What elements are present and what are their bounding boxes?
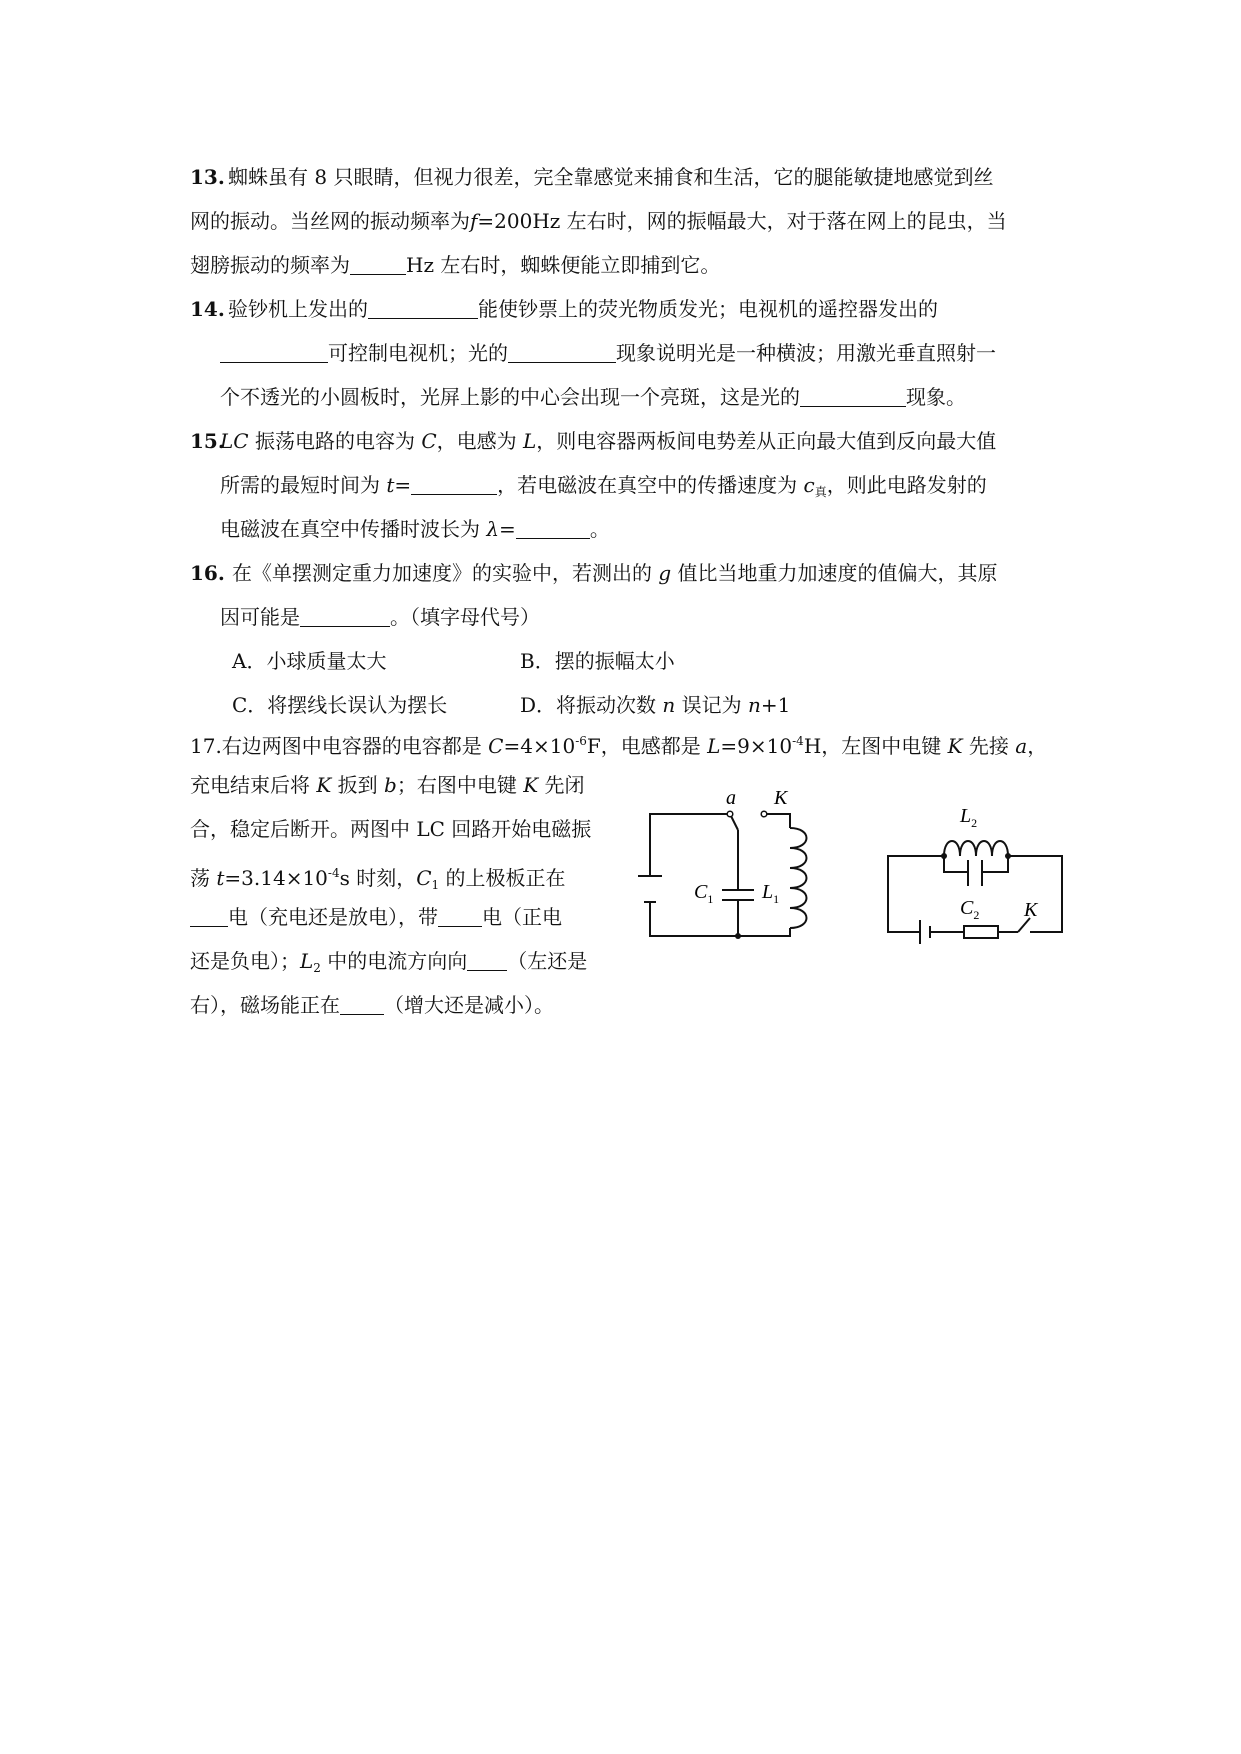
q17-var-K-3: K xyxy=(523,773,539,797)
label-l1: $L_1$ xyxy=(762,881,780,906)
q17-text-2d: 先闭 xyxy=(538,773,585,797)
q17-blank-3[interactable] xyxy=(467,950,507,971)
q14-blank-1[interactable] xyxy=(368,298,478,319)
q17-number: 17. xyxy=(190,734,222,758)
q15-text-1b: ，电感为 xyxy=(436,429,523,453)
q17-text-2a: 充电结束后将 xyxy=(190,773,317,797)
q13-text-1: 蜘蛛虽有 8 只眼睛，但视力很差，完全靠感觉来捕食和生活，它的腿能敏捷地感觉到丝 xyxy=(228,165,994,189)
resistor xyxy=(964,926,998,938)
q15-text-3b: = xyxy=(499,517,516,541)
q14-text-2a: 可控制电视机；光的 xyxy=(328,341,508,365)
node-a xyxy=(727,811,733,817)
q17-text-4c: s 时刻， xyxy=(339,866,417,890)
q17-blank-1[interactable] xyxy=(190,906,228,927)
q17-blank-2[interactable] xyxy=(438,906,482,927)
q15-number: 15. xyxy=(190,429,225,453)
q17-var-t: t xyxy=(216,866,225,890)
q17-text-1a: 右边两图中电容器的电容都是 xyxy=(221,734,489,758)
q15-text-3c: 。 xyxy=(589,517,610,541)
inductor-l2-coil xyxy=(944,841,1008,856)
q13-text-2a: 网的振动。当丝网的振动频率为 xyxy=(190,209,470,233)
label-l2: $L_2$ xyxy=(960,805,978,830)
q15-text-2a: 所需的最短时间为 xyxy=(220,473,387,497)
node-l2-right xyxy=(1005,853,1011,859)
inductor-l1-wire-bottom xyxy=(735,928,790,936)
node-b xyxy=(761,811,767,817)
q17-var-a: a xyxy=(1015,734,1028,758)
q17-text-4b: =3.14×10 xyxy=(224,866,328,890)
q13-text-2b: =200Hz 左右时，网的振幅最大，对于落在网上的昆虫，当 xyxy=(477,209,1007,233)
q15-text-2c: ，若电磁波在真空中的传播速度为 xyxy=(497,473,804,497)
capacitor-branch-left xyxy=(944,856,968,872)
q16-option-d[interactable] xyxy=(520,691,790,719)
q15-text-2d: ，则此电路发射的 xyxy=(826,473,987,497)
q14-text-1b: 能使钞票上的荧光物质发光；电视机的遥控器发出的 xyxy=(478,297,938,321)
q15-var-lc: LC xyxy=(220,429,249,453)
q16-option-a[interactable]: A．小球质量太大 xyxy=(232,649,387,673)
q17-text-1f: 先接 xyxy=(962,734,1016,758)
q15-var-c: C xyxy=(421,429,437,453)
q16-blank[interactable] xyxy=(300,606,390,627)
left-wire-bottom xyxy=(650,902,735,936)
label-k-left: K xyxy=(774,790,788,809)
q17-text-1c: F，电感都是 xyxy=(586,734,708,758)
q17-var-L: L xyxy=(707,734,721,758)
q14-blank-2[interactable] xyxy=(220,342,328,363)
q17-var-C1: C xyxy=(416,866,432,890)
q15-var-l: L xyxy=(522,429,537,453)
circuit-left-diagram xyxy=(630,790,840,940)
inductor-l1-coil xyxy=(790,828,807,928)
q16-option-c[interactable]: C．将摆线长误认为摆长 xyxy=(232,693,448,717)
q15-var-t: t xyxy=(386,473,395,497)
q15-text-1c: ，则电容器两板间电势差从正向最大值到反向最大值 xyxy=(536,429,997,453)
q17-text-2c: ；右图中电键 xyxy=(396,773,524,797)
q15-sub-zhen: 真 xyxy=(814,485,827,499)
q17-sub-1: 1 xyxy=(431,878,440,892)
q16-var-n1: n xyxy=(748,693,761,717)
q17-text-1e: H，左图中电键 xyxy=(803,734,948,758)
q13-text-3a: 翅膀振动的频率为 xyxy=(190,253,350,277)
q15-text-3a: 电磁波在真空中传播时波长为 xyxy=(220,517,487,541)
q16-number: 16. xyxy=(190,561,225,585)
q16-text-2b: 。（填字母代号） xyxy=(390,605,540,629)
q16-text-2a: 因可能是 xyxy=(220,605,300,629)
q17-text-6b: 中的电流方向向 xyxy=(320,949,468,973)
q17-var-K-2: K xyxy=(316,773,332,797)
q17-var-K: K xyxy=(947,734,963,758)
q13-blank[interactable] xyxy=(350,254,406,275)
q16-option-d-b: 误记为 xyxy=(675,693,749,717)
left-wire-top xyxy=(650,814,730,876)
node-c1-bottom xyxy=(735,933,741,939)
q17-text-1b: =4×10 xyxy=(503,734,576,758)
q15-blank-1[interactable] xyxy=(411,474,497,495)
capacitor-branch-right xyxy=(982,856,1008,872)
node-l2-left xyxy=(941,853,947,859)
q16-var-g: g xyxy=(658,561,672,585)
q13-number: 13. xyxy=(190,165,225,189)
q16-text-1a: 在《单摆测定重力加速度》的实验中，若测出的 xyxy=(232,561,659,585)
label-c2: $C_2$ xyxy=(960,897,980,922)
q17-exp-3: -4 xyxy=(327,866,340,880)
label-c1: $C_1$ xyxy=(694,881,714,906)
q16-var-n: n xyxy=(662,693,676,717)
q17-text-1d: =9×10 xyxy=(720,734,793,758)
q16-option-d-c: +1 xyxy=(760,693,791,717)
q17-text-6c: （左还是 xyxy=(507,949,588,973)
q16-option-d-a: D．将振动次数 xyxy=(520,693,663,717)
q17-text-4d: 的上极板正在 xyxy=(439,866,566,890)
q17-text-7b: （增大还是减小）。 xyxy=(384,993,554,1017)
q14-text-2b: 现象说明光是一种横波；用激光垂直照射一 xyxy=(616,341,996,365)
q17-text-2b: 扳到 xyxy=(331,773,385,797)
q17-text-5b: 电（正电 xyxy=(482,905,562,929)
q14-text-3a: 个不透光的小圆板时，光屏上影的中心会出现一个亮斑，这是光的 xyxy=(220,385,800,409)
q17-text-1g: ， xyxy=(1027,734,1048,758)
q17-text-3: 合，稳定后断开。两图中 LC 回路开始电磁振 xyxy=(190,817,592,841)
q14-blank-4[interactable] xyxy=(800,386,906,407)
q16-text-1b: 值比当地重力加速度的值偏大，其原 xyxy=(671,561,998,585)
q14-text-3b: 现象。 xyxy=(906,385,966,409)
q15-text-2b: = xyxy=(394,473,412,497)
q15-var-lambda: λ xyxy=(486,517,500,541)
q17-blank-4[interactable] xyxy=(340,994,384,1015)
q17-exp-1: -6 xyxy=(575,734,587,748)
q17-sub-2: 2 xyxy=(313,961,321,975)
q17-var-b: b xyxy=(384,773,397,797)
q14-blank-3[interactable] xyxy=(508,342,616,363)
q14-number: 14. xyxy=(190,297,225,321)
q17-var-L2: L xyxy=(300,949,314,973)
q17-text-5a: 电（充电还是放电），带 xyxy=(228,905,438,929)
q17-exp-2: -4 xyxy=(792,734,804,748)
q17-var-C: C xyxy=(488,734,504,758)
q15-var-cv: c xyxy=(803,473,815,497)
q17-text-7a: 右），磁场能正在 xyxy=(190,993,340,1017)
circuit-right-diagram xyxy=(878,800,1068,950)
right-wire-left xyxy=(888,856,944,932)
q17-text-4a: 荡 xyxy=(190,866,217,890)
q13-var-f: f xyxy=(470,209,478,233)
q14-text-1a: 验钞机上发出的 xyxy=(228,297,368,321)
q15-text-1a: 振荡电路的电容为 xyxy=(248,429,422,453)
label-a: a xyxy=(726,790,736,809)
q17-text-6a: 还是负电）； xyxy=(190,949,300,973)
label-k-right: K xyxy=(1024,899,1038,921)
q15-blank-2[interactable] xyxy=(516,518,590,539)
b-wire xyxy=(764,814,790,828)
q13-text-3b: Hz 左右时，蜘蛛便能立即捕到它。 xyxy=(406,253,721,277)
q16-option-b[interactable]: B．摆的振幅太小 xyxy=(520,649,675,673)
